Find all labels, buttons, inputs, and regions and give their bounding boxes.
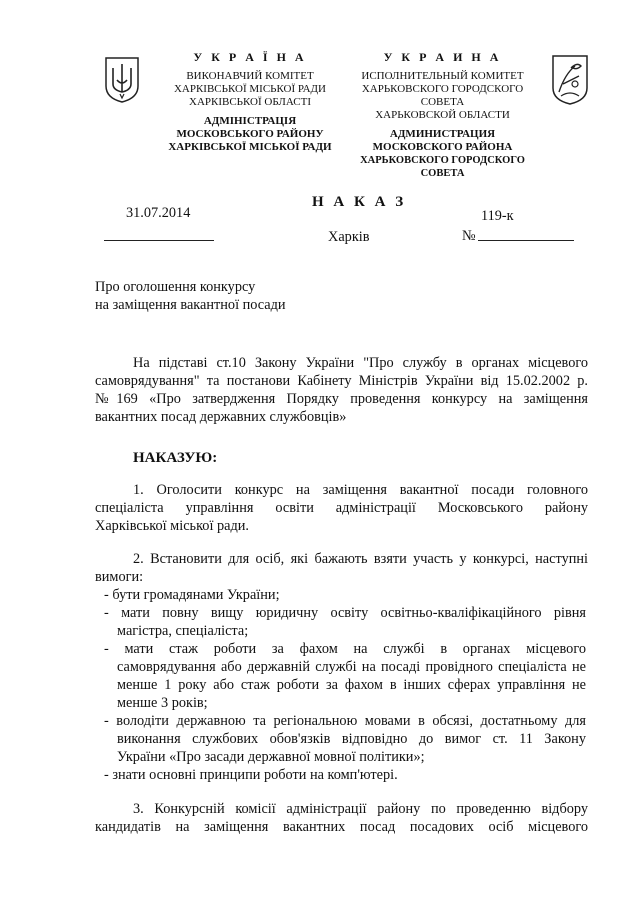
header-ru-line3: ХАРЬКОВСКОЙ ОБЛАСТИ <box>375 109 510 121</box>
subject-line2: на заміщення вакантної посади <box>95 297 286 313</box>
order-number-prefix: № <box>462 228 476 244</box>
order-date: 31.07.2014 <box>126 205 191 221</box>
trident-emblem-icon <box>104 56 140 104</box>
header-ru-line2: ХАРЬКОВСКОГО ГОРОДСКОГО СОВЕТА <box>361 83 524 108</box>
header-ru-admin3: ХАРЬКОВСКОГО ГОРОДСКОГО СОВЕТА <box>360 155 525 179</box>
header-ru-line1: ИСПОЛНИТЕЛЬНЫЙ КОМИТЕТ <box>361 70 524 82</box>
header-ua-admin3: ХАРКІВСЬКОЇ МІСЬКОЇ РАДИ <box>168 141 332 153</box>
header-ukrainian <box>160 51 340 154</box>
subject-line1: Про оголошення конкурсу <box>95 279 256 295</box>
item2-line6: - мати стаж роботи за фахом на службі в органах місцевого <box>104 641 586 657</box>
country-ua: У К Р А Ї Н А <box>193 50 307 64</box>
item2-line2: вимоги: <box>95 569 144 585</box>
item2-line5: магістра, спеціаліста; <box>117 623 249 639</box>
kharkiv-coat-of-arms-icon <box>551 54 589 106</box>
item1-line2: спеціаліста управління освіти адміністрації Московського району <box>95 500 588 516</box>
preamble-line3: №169 «Про затвердження Порядку проведення конкурсу на заміщення <box>95 391 588 407</box>
header-ua-line2: ХАРКІВСЬКОЇ МІСЬКОЇ РАДИ <box>173 83 327 95</box>
header-ru-admin1: АДМИНИСТРАЦИЯ <box>389 128 496 140</box>
item2-line12: України «Про засади державної мовної політики»; <box>117 749 425 765</box>
preamble-line1: На підставі ст.10 Закону України "Про службу в органах місцевого <box>133 355 588 371</box>
item3-line1: 3. Конкурсній комісії адміністрації району по проведенню відбору <box>133 801 588 817</box>
item2-line4: - мати повну вищу юридичну освіту освітньо-кваліфікаційного рівня <box>104 605 586 621</box>
header-ua-admin1: АДМІНІСТРАЦІЯ <box>203 115 297 127</box>
item2-line7: самоврядування або державній службі на посаді провідного спеціаліста не <box>117 659 586 675</box>
item2-line3: - бути громадянами України; <box>104 587 280 603</box>
item2-line13: - знати основні принципи роботи на комп'ютері. <box>104 767 398 783</box>
order-word: НАКАЗУЮ: <box>133 450 218 466</box>
item2-line1: 2. Встановити для осіб, які бажають взяти участь у конкурсі, наступні <box>133 551 588 567</box>
item1-line1: 1. Оголосити конкурс на заміщення вакантної посади головного <box>133 482 588 498</box>
header-ru-admin2: МОСКОВСКОГО РАЙОНА <box>372 141 513 153</box>
header-ua-admin2: МОСКОВСЬКОГО РАЙОНУ <box>176 128 324 140</box>
item1-line3: Харківської міської ради. <box>95 518 249 534</box>
item2-line9: менше 3 років; <box>117 695 208 711</box>
header-russian <box>340 51 545 180</box>
number-underline <box>478 240 574 241</box>
item2-line11: виконання службових обов'язків відповідно до вимог ст. 11 Закону <box>117 731 586 747</box>
order-city: Харків <box>328 229 370 245</box>
header-ua-line1: ВИКОНАВЧИЙ КОМІТЕТ <box>186 70 314 82</box>
preamble-line2: самоврядування" та постанови Кабінету Міністрів України від 15.02.2002 р. <box>95 373 588 389</box>
item2-line10: - володіти державною та регіональною мовами в обсязі, достатньому для <box>104 713 586 729</box>
order-title: Н А К А З <box>312 194 407 210</box>
header-ua-line3: ХАРКІВСЬКОЇ ОБЛАСТІ <box>189 96 311 108</box>
preamble-line4: вакантних посад державних службовців» <box>95 409 347 425</box>
country-ru: У К Р А И Н А <box>383 50 502 64</box>
item3-line2: кандидатів на заміщення вакантних посад посадових осіб місцевого <box>95 819 588 835</box>
item2-line8: менше 1 року або стаж роботи за фахом в інших сферах управління не <box>117 677 586 693</box>
order-number: 119-к <box>481 208 514 224</box>
date-underline <box>104 240 214 241</box>
